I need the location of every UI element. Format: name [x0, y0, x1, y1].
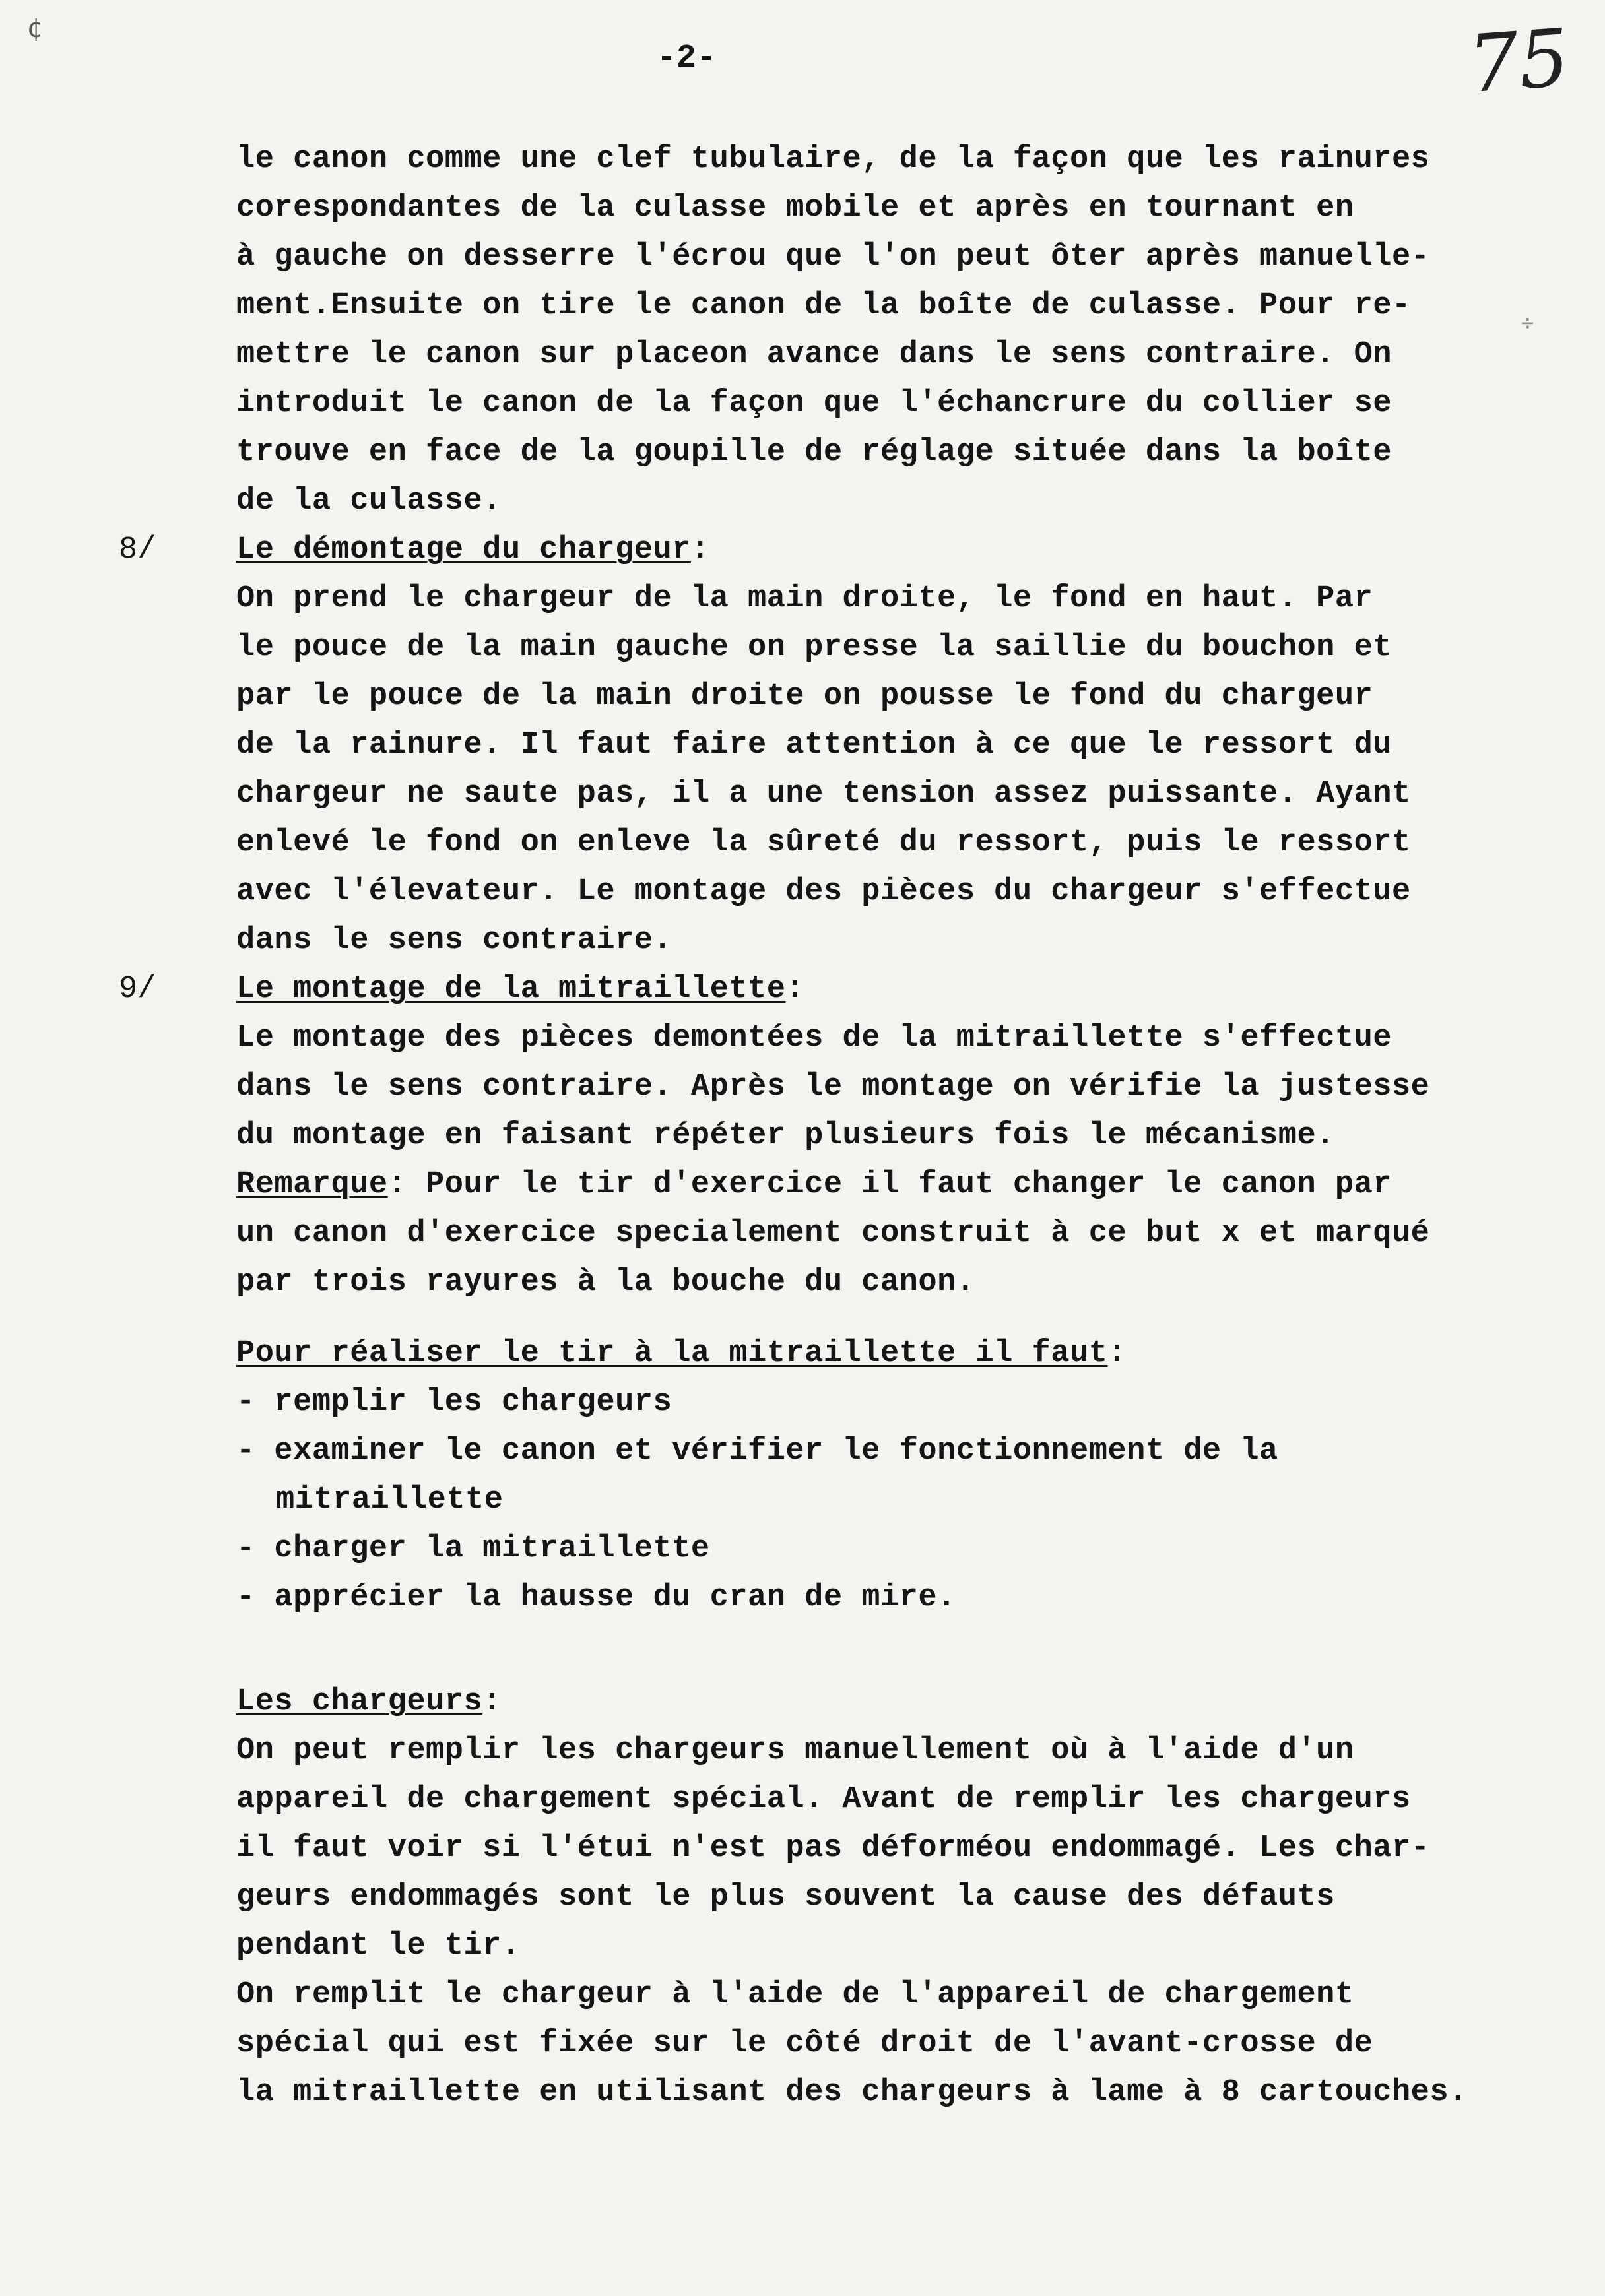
text-line: par le pouce de la main droite on pousse le fond du chargeur [236, 679, 1373, 714]
tir-heading-text: Pour réaliser le tir à la mitraillette il faut [236, 1336, 1108, 1371]
text-line: pendant le tir. [236, 1929, 521, 1963]
tir-heading: Pour réaliser le tir à la mitraillette il faut: [236, 1336, 1127, 1371]
section-heading: Le montage de la mitraillette: [236, 972, 805, 1007]
text-line: un canon d'exercice specialement construit à ce but x et marqué [236, 1216, 1430, 1251]
text-line: dans le sens contraire. Après le montage on vérifie la justesse [236, 1069, 1430, 1104]
handwritten-page-number: 75 [1465, 12, 1573, 112]
text-line: On remplit le chargeur à l'aide de l'appareil de chargement [236, 1977, 1354, 2012]
text-line: introduit le canon de la façon que l'échancrure du collier se [236, 386, 1392, 421]
text-line: spécial qui est fixée sur le côté droit de l'avant-crosse de [236, 2026, 1373, 2061]
section-title: Le montage de la mitraillette [236, 972, 786, 1007]
intro-paragraph [236, 135, 1550, 526]
tir-section [236, 1329, 1550, 1622]
text-line: la mitraillette en utilisant des chargeurs à lame à 8 cartouches. [236, 2075, 1468, 2110]
text-line: à gauche on desserre l'écrou que l'on peut ôter après manuelle- [236, 239, 1430, 274]
document-body [119, 135, 1550, 2117]
section-9 [119, 965, 1550, 1307]
list-item: - charger la mitraillette [236, 1531, 710, 1566]
list-item-continuation: mitraillette [276, 1483, 504, 1517]
text-line: de la culasse. [236, 484, 502, 519]
text-line: par trois rayures à la bouche du canon. [236, 1265, 975, 1300]
remark-text: : Pour le tir d'exercice il faut changer le canon par [387, 1167, 1392, 1202]
text-line: corespondantes de la culasse mobile et après en tournant en [236, 191, 1354, 226]
text-line: trouve en face de la goupille de réglage située dans la boîte [236, 435, 1392, 470]
text-line: geurs endommagés sont le plus souvent la cause des défauts [236, 1880, 1335, 1915]
page-number: -2- [656, 40, 716, 77]
text-line: ment.Ensuite on tire le canon de la boîte de culasse. Pour re- [236, 288, 1411, 323]
remark-label: Remarque [236, 1167, 388, 1202]
text-line: enlevé le fond on enleve la sûreté du ressort, puis le ressort [236, 825, 1411, 860]
margin-mark: ¢ [26, 13, 43, 44]
chargeurs-heading-text: Les chargeurs [236, 1684, 483, 1719]
section-title: Le démontage du chargeur [236, 532, 691, 567]
text-line: mettre le canon sur placeon avance dans le sens contraire. On [236, 337, 1392, 372]
section-number: 8/ [119, 532, 156, 567]
text-line: appareil de chargement spécial. Avant de remplir les chargeurs [236, 1782, 1411, 1817]
spacer [236, 1307, 1550, 1329]
text-line: chargeur ne saute pas, il a une tension assez puissante. Ayant [236, 777, 1411, 812]
text-line: On peut remplir les chargeurs manuellement où à l'aide d'un [236, 1733, 1354, 1768]
margin-mark-right: ÷ [1521, 310, 1534, 335]
text-line: du montage en faisant répéter plusieurs fois le mécanisme. [236, 1118, 1335, 1153]
text-line: de la rainure. Il faut faire attention à ce que le ressort du [236, 728, 1392, 763]
section-8 [119, 526, 1550, 965]
text-line: le canon comme une clef tubulaire, de la façon que les rainures [236, 142, 1430, 177]
chargeurs-heading: Les chargeurs: [236, 1684, 502, 1719]
text-line: On prend le chargeur de la main droite, le fond en haut. Par [236, 581, 1373, 616]
remark-line [236, 1161, 1550, 1209]
text-line: dans le sens contraire. [236, 923, 672, 958]
text-line: le pouce de la main gauche on presse la saillie du bouchon et [236, 630, 1392, 665]
text-line: Le montage des pièces demontées de la mitraillette s'effectue [236, 1021, 1392, 1056]
text-line: il faut voir si l'étui n'est pas déforméou endommagé. Les char- [236, 1831, 1430, 1866]
section-number: 9/ [119, 972, 156, 1007]
list-item: - apprécier la hausse du cran de mire. [236, 1580, 956, 1615]
list-item: - remplir les chargeurs [236, 1385, 672, 1420]
spacer [236, 1622, 1550, 1678]
chargeurs-section [236, 1678, 1550, 2117]
list-item: - examiner le canon et vérifier le fonctionnement de la [236, 1434, 1278, 1469]
section-heading: Le démontage du chargeur: [236, 532, 710, 567]
text-line: avec l'élevateur. Le montage des pièces du chargeur s'effectue [236, 874, 1411, 909]
